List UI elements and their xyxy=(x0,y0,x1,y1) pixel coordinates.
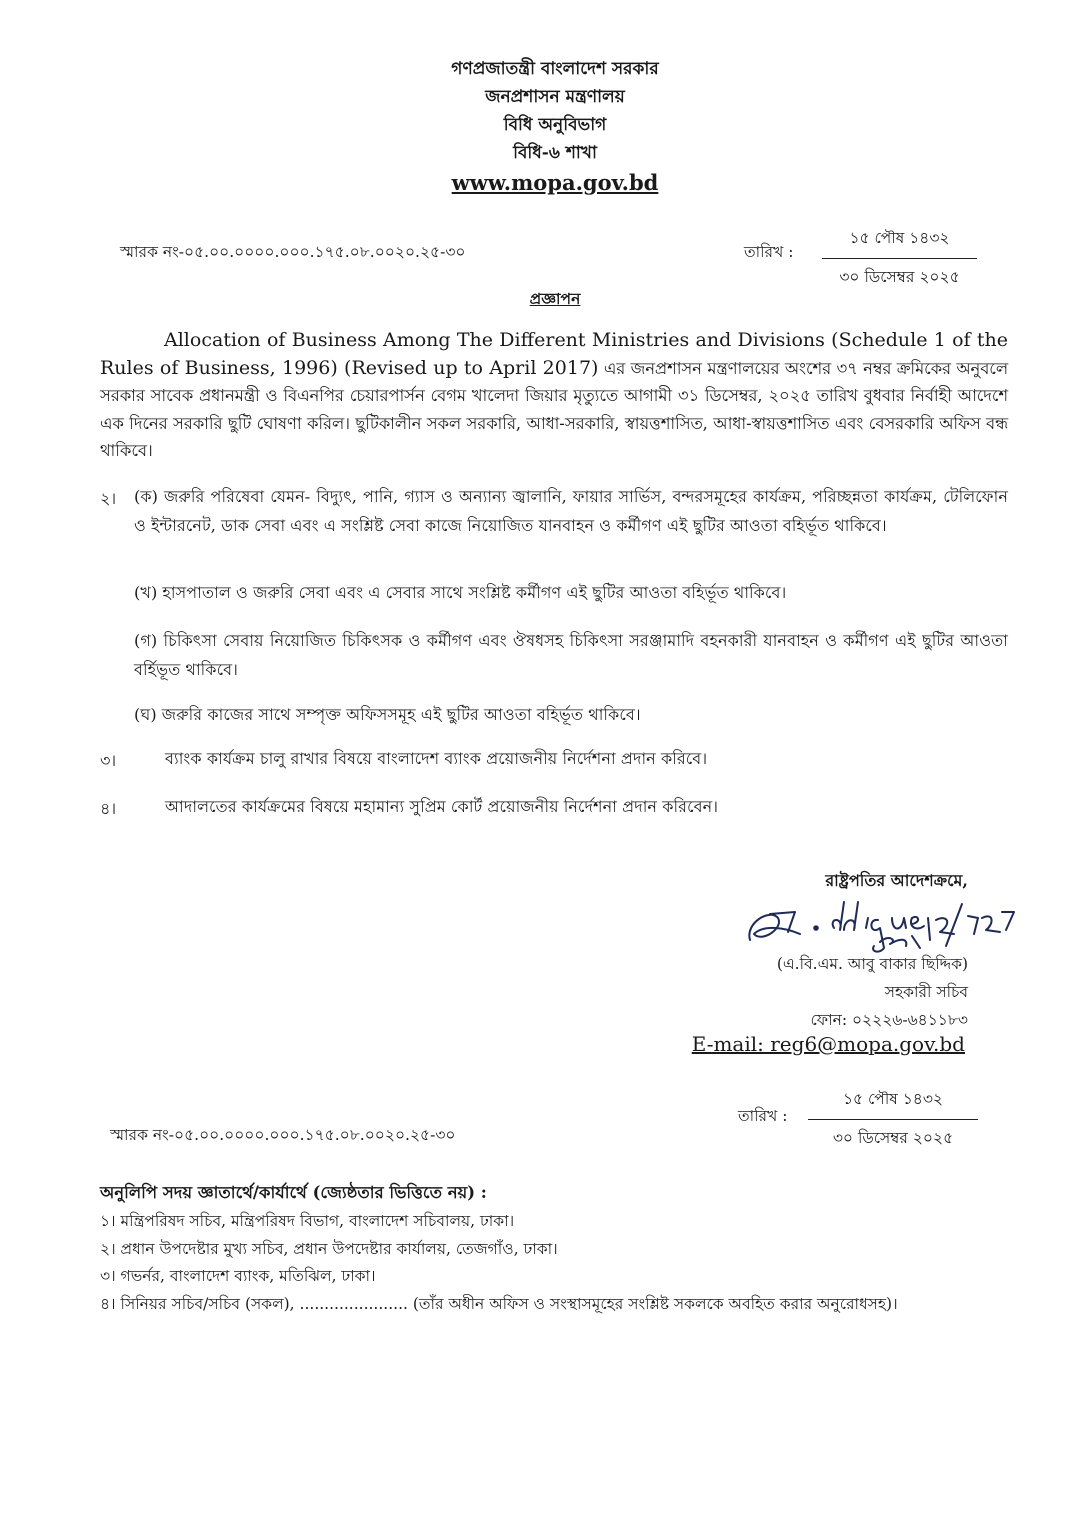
date-gregorian-top: ৩০ ডিসেম্বর ২০২৫ xyxy=(839,268,960,286)
copy-list-item: ১। মন্ত্রিপরিষদ সচিব, মন্ত্রিপরিষদ বিভাগ, বাংলাদেশ সচিবালয়, ঢাকা। xyxy=(100,1212,515,1230)
item-2c: (গ) চিকিৎসা সেবায় নিয়োজিত চিকিৎসক ও কর্মীগণ এবং ঔষধসহ চিকিৎসা সরঞ্জামাদি বহনকারী যানবাহন ও কর্মীগণ এই ছুটির আওতা বর্হিভূত থাকিবে। xyxy=(134,631,1008,679)
copy-list-item: ৩। গভর্নর, বাংলাদেশ ব্যাংক, মতিঝিল, ঢাকা। xyxy=(100,1267,376,1285)
item-4: আদালতের কার্যক্রমের বিষয়ে মহামান্য সুপ্রিম কোর্ট প্রয়োজনীয় নির্দেশনা প্রদান করিবেন। xyxy=(165,797,719,816)
date-bangla-bottom: ১৫ পৌষ ১৪৩২ xyxy=(808,1087,978,1120)
memo-number-top: স্মারক নং-০৫.০০.০০০০.০০০.১৭৫.০৮.০০২০.২৫-৩০ xyxy=(120,243,466,261)
date-block-bottom xyxy=(808,1087,978,1152)
date-label-bottom: তারিখ : xyxy=(738,1107,788,1125)
signature-image xyxy=(740,888,1020,958)
svg-text:Siddique 30/12/25: Siddique 30/12/25 xyxy=(740,888,750,889)
item-3: ব্যাংক কার্যক্রম চালু রাখার বিষয়ে বাংলাদেশ ব্যাংক প্রয়োজনীয় নির্দেশনা প্রদান করিবে। xyxy=(165,749,708,768)
copy-list-title: অনুলিপি সদয় জ্ঞাতার্থে/কার্যার্থে (জ্যেষ্ঠতার ভিত্তিতে নয়) : xyxy=(100,1183,487,1202)
date-gregorian-bottom: ৩০ ডিসেম্বর ২০২৫ xyxy=(832,1129,954,1147)
item-2b: (খ) হাসপাতাল ও জরুরি সেবা এবং এ সেবার সাথে সংশ্লিষ্ট কর্মীগণ এই ছুটির আওতা বহির্ভূত থাকিবে। xyxy=(134,583,787,602)
memo-number-bottom: স্মারক নং-০৫.০০.০০০০.০০০.১৭৫.০৮.০০২০.২৫-৩০ xyxy=(110,1126,456,1144)
intro-english: Allocation of Business Among The Different Ministries and Divisions (Schedule 1 of the Rules of Business, 1996) (Revised up to April 2017) xyxy=(100,329,1008,379)
date-bangla-top: ১৫ পৌষ ১৪৩২ xyxy=(822,226,977,259)
signatory-name: (এ.বি.এম. আবু বাকার ছিদ্দিক) xyxy=(776,955,968,973)
branch-name: বিধি-৬ শাখা xyxy=(513,143,597,163)
copy-list-item: ২। প্রধান উপদেষ্টার মুখ্য সচিব, প্রধান উপদেষ্টার কার্যালয়, তেজগাঁও, ঢাকা। xyxy=(100,1239,558,1258)
copy-list xyxy=(100,1208,980,1318)
ministry-name: জনপ্রশাসন মন্ত্রণালয় xyxy=(485,87,625,107)
signatory-email[interactable]: E-mail: reg6@mopa.gov.bd xyxy=(691,1032,965,1056)
website-link[interactable]: www.mopa.gov.bd xyxy=(451,170,659,195)
intro-paragraph xyxy=(100,327,1008,465)
item-2a: (ক) জরুরি পরিষেবা যেমন- বিদ্যুৎ, পানি, গ্যাস ও অন্যান্য জ্বালানি, ফায়ার সার্ভিস, বন্দরসমূহের কার্যক্রম, পরিচ্ছন্নতা কার্যক্রম, টেলিফোন ও ইন্টারনেট, ডাক সেবা এবং এ সংশ্লিষ্ট সেবা কাজে নিয়োজিত যানবাহন ও কর্মীগণ এই ছুটির আওতা বহির্ভূত থাকিবে। xyxy=(134,487,1008,535)
order-line: রাষ্ট্রপতির আদেশক্রমে, xyxy=(825,871,968,890)
item-3-number: ৩। xyxy=(100,751,117,770)
signatory-designation: সহকারী সচিব xyxy=(884,983,968,1001)
item-2-number: ২। xyxy=(100,489,117,508)
notice-title: প্রজ্ঞাপন xyxy=(529,289,581,308)
government-name: গণপ্রজাতন্ত্রী বাংলাদেশ সরকার xyxy=(451,59,659,79)
copy-list-item: ৪। সিনিয়র সচিব/সচিব (সকল), ...................... (তাঁর অধীন অফিস ও সংস্থাসমূহের সংশ্লিষ্ট সকলকে অবহিত করার অনুরোধসহ)। xyxy=(100,1294,898,1313)
signatory-block xyxy=(777,950,968,1034)
item-4-number: ৪। xyxy=(100,799,117,818)
letterhead xyxy=(0,55,1080,197)
item-2d: (ঘ) জরুরি কাজের সাথে সম্পৃক্ত অফিসসমূহ এই ছুটির আওতা বহির্ভূত থাকিবে। xyxy=(134,705,641,724)
wing-name: বিধি অনুবিভাগ xyxy=(503,115,607,135)
date-block-top xyxy=(822,226,977,291)
date-label-top: তারিখ : xyxy=(744,243,794,261)
signatory-phone: ফোন: ০২২২৬-৬৪১১৮৩ xyxy=(810,1011,968,1029)
intro-bangla: এর জনপ্রশাসন মন্ত্রণালয়ের অংশের ৩৭ নম্বর ক্রমিকের অনুবলে সরকার সাবেক প্রধানমন্ত্রী ও বিএনপির চেয়ারপার্সন বেগম খালেদা জিয়ার মৃত্যুতে আগামী ৩১ ডিসেম্বর, ২০২৫ তারিখ বুধবার নির্বাহী আদেশে এক দিনের সরকারি ছুটি ঘোষণা করিল। ছুটিকালীন সকল সরকারি, আধা-সরকারি, স্বায়ত্তশাসিত, আধা-স্বায়ত্তশাসিত এবং বেসরকারি অফিস বন্ধ থাকিবে। xyxy=(100,358,1008,460)
